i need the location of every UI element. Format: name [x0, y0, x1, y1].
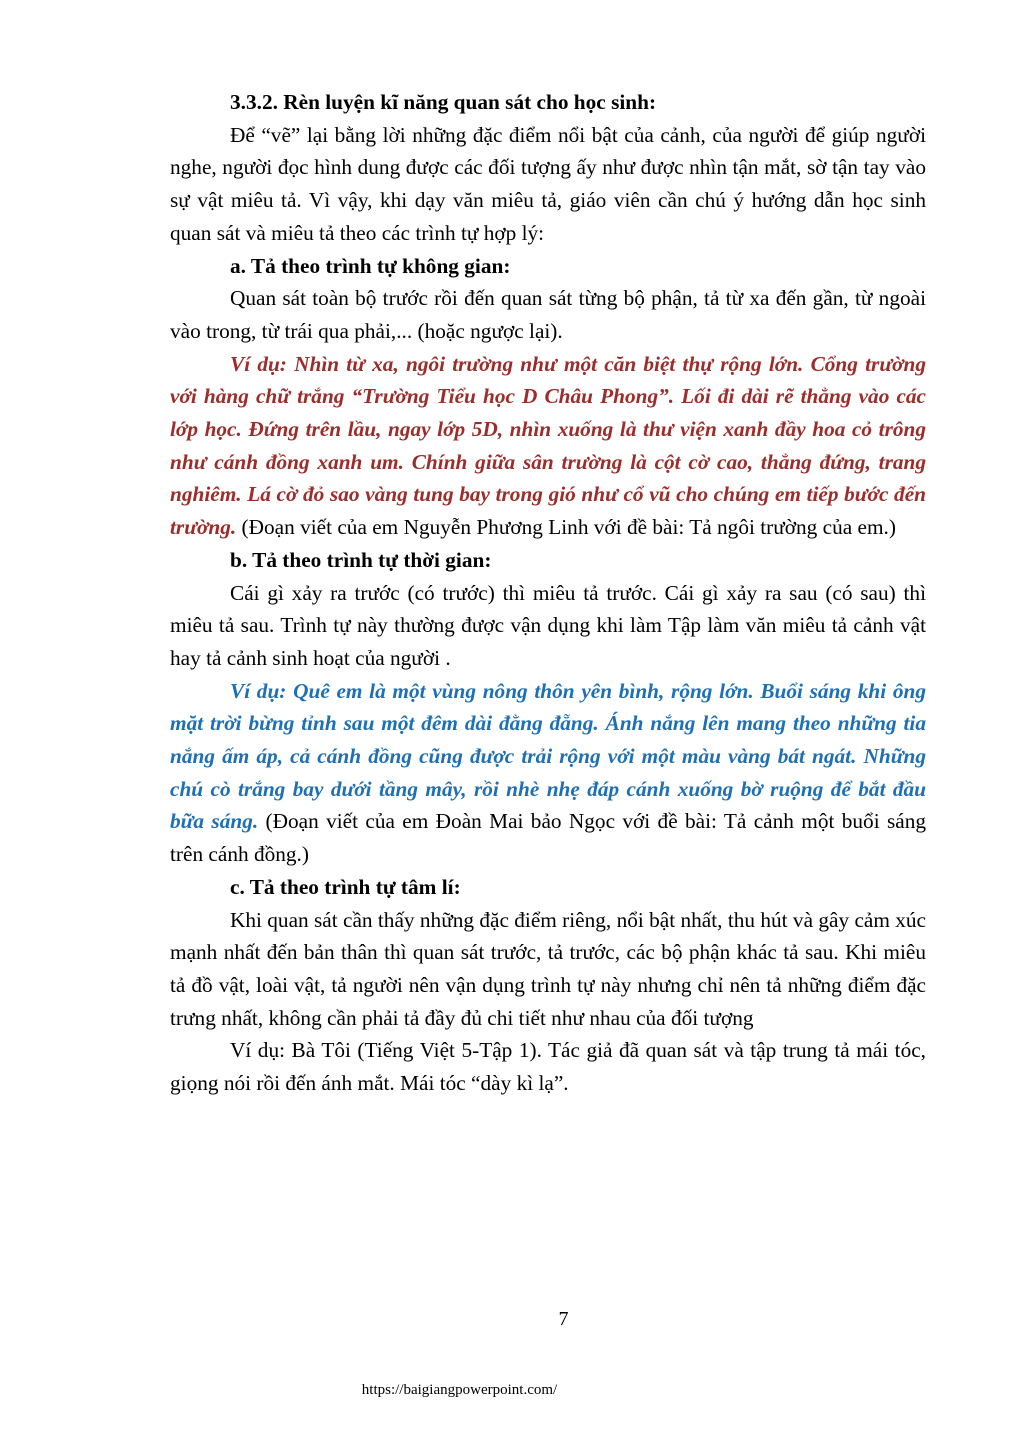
part-b-heading: b. Tả theo trình tự thời gian:	[230, 547, 492, 572]
footer-url[interactable]: https://baigiangpowerpoint.com/	[361, 1382, 558, 1398]
part-a-body: Quan sát toàn bộ trước rồi đến quan sát từng bộ phận, tả từ xa đến gần, từ ngoài vào trong, từ trái qua phải,... (hoặc ngược lại).	[170, 286, 926, 343]
part-c-heading: c. Tả theo trình tự tâm lí:	[230, 874, 461, 899]
part-a-example-text: Nhìn từ xa, ngôi trường như một căn biệt thự rộng lớn. Cổng trường với hàng chữ trắng “Trường Tiểu học D Châu Phong”. Lối đi dài rẽ thẳng vào các lớp học. Đứng trên lầu, ngay lớp 5D, nhìn xuống là thư viện xanh đầy hoa cỏ trông như cánh đồng xanh um. Chính giữa sân trường là cột cờ cao, thẳng đứng, trang nghiêm. Lá cờ đỏ sao vàng tung bay trong gió như cổ vũ cho chúng em tiếp bước đến trường.	[170, 351, 926, 540]
part-c-example: Ví dụ: Bà Tôi (Tiếng Việt 5-Tập 1). Tác giả đã quan sát và tập trung tả mái tóc, giọng nói rồi đến ánh mắt. Mái tóc “dày kì lạ”.	[170, 1038, 926, 1096]
part-a-example-label: Ví dụ:	[230, 351, 287, 376]
section-heading: 3.3.2. Rèn luyện kĩ năng quan sát cho học sinh:	[230, 90, 657, 114]
document-body	[170, 86, 926, 1100]
part-c-body: Khi quan sát cần thấy những đặc điểm riêng, nổi bật nhất, thu hút và gây cảm xúc mạnh nhất đến bản thân thì quan sát trước, tả trước, các bộ phận khác tả sau. Khi miêu tả đồ vật, loài vật, tả người nên vận dụng trình tự này nhưng chỉ nên tả những điểm đặc trưng nhất, không cần phải tả đầy đủ chi tiết như nhau của đối tượng	[170, 907, 926, 1030]
part-b-example	[170, 675, 926, 871]
page-number: 7	[558, 1308, 569, 1330]
part-a-heading: a. Tả theo trình tự không gian:	[230, 253, 511, 278]
intro-paragraph: Để “vẽ” lại bằng lời những đặc điểm nổi bật của cảnh, của người để giúp người nghe, người đọc hình dung được các đối tượng ấy như được nhìn tận mắt, sờ tận tay vào sự vật miêu tả. Vì vậy, khi dạy văn miêu tả, giáo viên cần chú ý hướng dẫn học sinh quan sát và miêu tả theo các trình tự hợp lý:	[170, 122, 926, 245]
part-a-example-source: (Đoạn viết của em Nguyễn Phương Linh với đề bài: Tả ngôi trường của em.)	[241, 515, 896, 540]
part-b-body: Cái gì xảy ra trước (có trước) thì miêu tả trước. Cái gì xảy ra sau (có sau) thì miêu tả sau. Trình tự này thường được vận dụng khi làm Tập làm văn miêu tả cảnh vật hay tả cảnh sinh hoạt của người .	[170, 580, 926, 670]
part-a-example	[170, 348, 926, 544]
part-b-example-label: Ví dụ:	[230, 678, 287, 703]
part-b-example-source: (Đoạn viết của em Đoàn Mai bảo Ngọc với đề bài: Tả cảnh một buổi sáng trên cánh đồng.)	[170, 809, 927, 867]
part-b-example-text: Quê em là một vùng nông thôn yên bình, rộng lớn. Buổi sáng khi ông mặt trời bừng tỉnh sau một đêm dài đằng đẵng. Ánh nắng lên mang theo những tia nắng ấm áp, cả cánh đồng cũng được trải rộng với một màu vàng bát ngát. Những chú cò trắng bay dưới tầng mây, rồi nhè nhẹ đáp cánh xuống bờ ruộng để bắt đầu bữa sáng.	[170, 678, 927, 834]
